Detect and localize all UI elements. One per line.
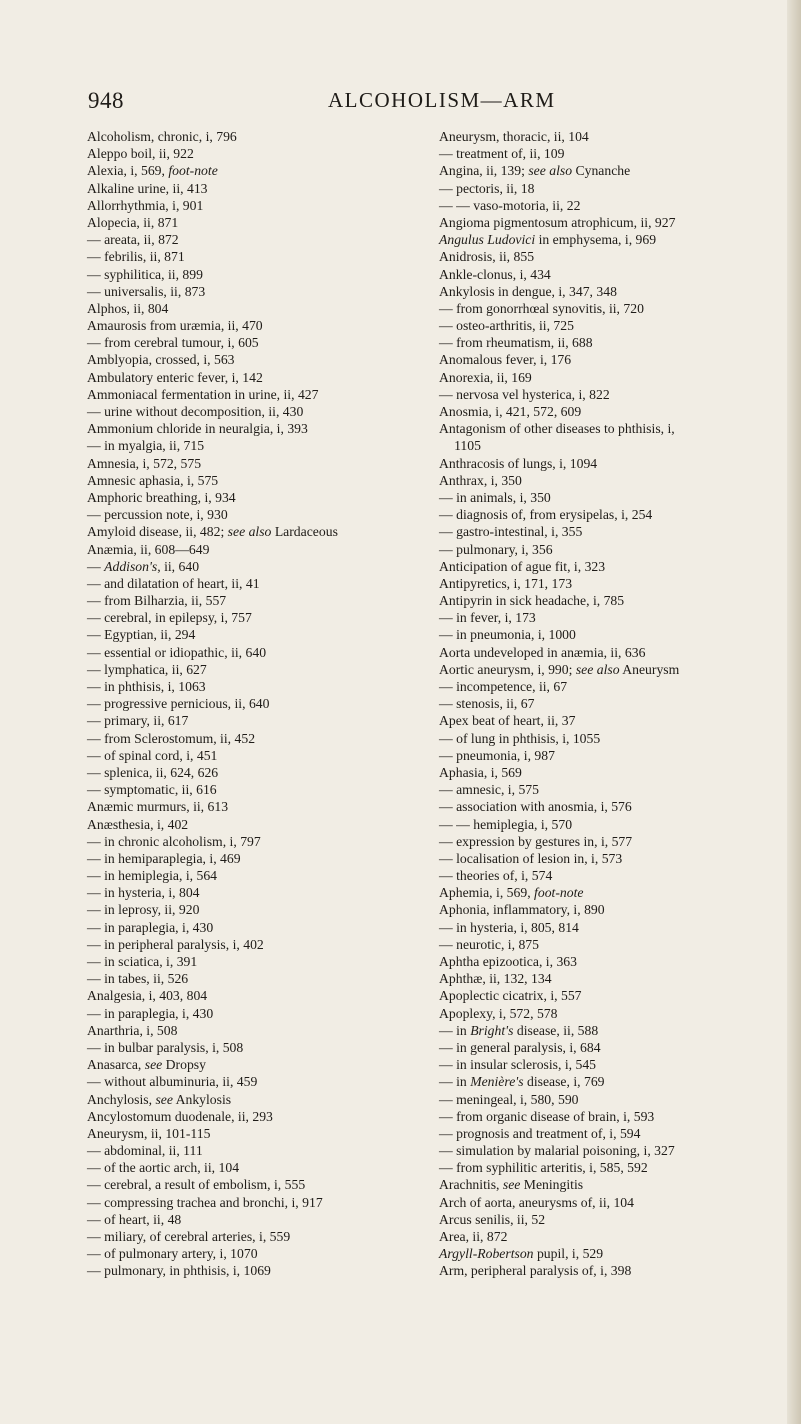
index-entry: — cerebral, a result of embolism, i, 555 <box>87 1177 306 1193</box>
index-entry: — in bulbar paralysis, i, 508 <box>87 1039 244 1055</box>
index-entry: Alkaline urine, ii, 413 <box>87 180 208 196</box>
index-entry: — symptomatic, ii, 616 <box>87 782 217 798</box>
index-entry: Anidrosis, ii, 855 <box>439 249 535 265</box>
index-entry: — from rheumatism, ii, 688 <box>439 335 593 351</box>
index-entry: Alcoholism, chronic, i, 796 <box>87 129 237 144</box>
index-entry: — in paraplegia, i, 430 <box>87 1005 214 1021</box>
index-entry: — from cerebral tumour, i, 605 <box>87 335 259 351</box>
index-entry: Argyll-Robertson pupil, i, 529 <box>439 1246 604 1262</box>
index-entry: Angulus Ludovici in emphysema, i, 969 <box>439 232 657 248</box>
index-entry: — syphilitica, ii, 899 <box>87 266 203 282</box>
index-entry: — in general paralysis, i, 684 <box>439 1039 601 1055</box>
index-entry: Amaurosis from uræmia, ii, 470 <box>87 318 263 334</box>
index-entry: — in sciatica, i, 391 <box>87 954 198 969</box>
index-entry: — stenosis, ii, 67 <box>439 696 535 712</box>
index-entry: Arcus senilis, ii, 52 <box>439 1211 546 1227</box>
index-entry: — without albuminuria, ii, 459 <box>87 1074 258 1090</box>
index-entry: Alopecia, ii, 871 <box>87 214 179 230</box>
index-entry: — gastro-intestinal, i, 355 <box>439 524 583 540</box>
page-number: 948 <box>88 88 124 113</box>
index-entry: Amblyopia, crossed, i, 563 <box>87 352 235 368</box>
index-entry: — in phthisis, i, 1063 <box>87 679 206 694</box>
index-entry: — in paraplegia, i, 430 <box>87 919 214 935</box>
index-entry: Analgesia, i, 403, 804 <box>87 988 208 1004</box>
index-entry: — in Menière's disease, i, 769 <box>439 1074 605 1090</box>
index-entry: — in hysteria, i, 805, 814 <box>439 919 579 935</box>
index-entry: Aphasia, i, 569 <box>439 764 522 780</box>
index-entry: Anarthria, i, 508 <box>87 1022 178 1038</box>
index-entry: Antipyretics, i, 171, 173 <box>439 575 573 591</box>
index-entry: Ammonium chloride in neuralgia, i, 393 <box>87 421 308 437</box>
index-entry: Amnesic aphasia, i, 575 <box>87 472 219 488</box>
index-entry: Antipyrin in sick headache, i, 785 <box>439 593 625 609</box>
index-entry: — and dilatation of heart, ii, 41 <box>87 575 260 591</box>
index-entry: — areata, ii, 872 <box>87 232 179 248</box>
page-header <box>88 88 778 118</box>
index-entry: Aphthæ, ii, 132, 134 <box>439 971 552 987</box>
index-entry: Apoplectic cicatrix, i, 557 <box>439 988 582 1004</box>
index-entry: Anthracosis of lungs, i, 1094 <box>439 455 598 471</box>
index-entry: Anchylosis, see Ankylosis <box>87 1091 232 1107</box>
index-entry: Anomalous fever, i, 176 <box>439 352 572 368</box>
index-entry: — in myalgia, ii, 715 <box>87 438 205 454</box>
index-entry: — diagnosis of, from erysipelas, i, 254 <box>439 507 653 523</box>
index-entry: Apex beat of heart, ii, 37 <box>439 713 576 729</box>
index-entry: — amnesic, i, 575 <box>439 782 539 798</box>
index-entry: — in hemiplegia, i, 564 <box>87 868 218 884</box>
index-entry: Antagonism of other diseases to phthisis, i, <box>439 421 675 437</box>
index-entry: Apoplexy, i, 572, 578 <box>439 1005 558 1021</box>
index-entry: Alphos, ii, 804 <box>87 300 169 316</box>
index-entry: — from Sclerostomum, ii, 452 <box>87 730 256 746</box>
running-head: ALCOHOLISM—ARM <box>328 88 556 112</box>
index-entry: Ammoniacal fermentation in urine, ii, 427 <box>87 386 319 402</box>
index-entry: Ambulatory enteric fever, i, 142 <box>87 369 263 385</box>
index-entry: Angioma pigmentosum atrophicum, ii, 927 <box>439 214 676 230</box>
index-entry: — from gonorrhœal synovitis, ii, 720 <box>439 300 644 316</box>
index-entry: Allorrhythmia, i, 901 <box>87 197 204 213</box>
index-entry: — osteo-arthritis, ii, 725 <box>439 318 574 334</box>
index-entry: Aphemia, i, 569, foot-note <box>439 885 584 901</box>
index-entry: — localisation of lesion in, i, 573 <box>439 850 623 866</box>
index-entry: — primary, ii, 617 <box>87 713 189 729</box>
index-entry: — of lung in phthisis, i, 1055 <box>439 730 601 746</box>
index-entry: — of pulmonary artery, i, 1070 <box>87 1246 258 1262</box>
index-entry: Alexia, i, 569, foot-note <box>87 163 218 179</box>
index-entry: — pectoris, ii, 18 <box>439 180 535 196</box>
index-entry: Arm, peripheral paralysis of, i, 398 <box>439 1263 632 1279</box>
index-entry: Aorta undeveloped in anæmia, ii, 636 <box>439 644 646 660</box>
index-entry: — in insular sclerosis, i, 545 <box>439 1057 597 1073</box>
index-entry: — of spinal cord, i, 451 <box>87 747 218 763</box>
index-entry: — from organic disease of brain, i, 593 <box>439 1108 655 1124</box>
index-entry: Aneurysm, thoracic, ii, 104 <box>439 129 589 144</box>
index-entry: — miliary, of cerebral arteries, i, 559 <box>87 1229 291 1244</box>
index-entry: Aneurysm, ii, 101-115 <box>87 1125 211 1141</box>
index-entry: Aortic aneurysm, i, 990; see also Aneurysm <box>439 661 680 677</box>
index-entry: — pulmonary, in phthisis, i, 1069 <box>87 1263 271 1279</box>
index-entry: — in pneumonia, i, 1000 <box>439 627 576 643</box>
index-entry: — universalis, ii, 873 <box>87 283 206 299</box>
index-entry: — in leprosy, ii, 920 <box>87 902 200 918</box>
index-entry: — of the aortic arch, ii, 104 <box>87 1160 240 1176</box>
index-entry: — in peripheral paralysis, i, 402 <box>87 936 264 952</box>
index-entry: — essential or idiopathic, ii, 640 <box>87 644 267 660</box>
index-entry: — in chronic alcoholism, i, 797 <box>87 833 261 849</box>
page-edge <box>787 0 801 1424</box>
index-entry: Amnesia, i, 572, 575 <box>87 455 202 471</box>
index-entry: — treatment of, ii, 109 <box>439 146 565 162</box>
index-entry: — percussion note, i, 930 <box>87 507 228 523</box>
index-entry: — simulation by malarial poisoning, i, 327 <box>439 1143 675 1159</box>
index-entry: — from Bilharzia, ii, 557 <box>87 593 227 609</box>
index-entry: — theories of, i, 574 <box>439 868 553 884</box>
index-entry: — pulmonary, i, 356 <box>439 541 553 557</box>
index-entry: — in Bright's disease, ii, 588 <box>439 1022 599 1038</box>
index-entry: — in fever, i, 173 <box>439 610 536 626</box>
index-entry: Ancylostomum duodenale, ii, 293 <box>87 1108 273 1124</box>
index-entry: — in animals, i, 350 <box>439 489 551 505</box>
index-entry: Ankylosis in dengue, i, 347, 348 <box>439 283 617 299</box>
index-entry: — compressing trachea and bronchi, i, 917 <box>87 1194 323 1210</box>
index-entry: Aphtha epizootica, i, 363 <box>439 954 577 969</box>
index-entry: — pneumonia, i, 987 <box>439 747 555 763</box>
index-entry: Anticipation of ague fit, i, 323 <box>439 558 606 574</box>
index-entry: Anosmia, i, 421, 572, 609 <box>439 404 582 419</box>
index-entry: — prognosis and treatment of, i, 594 <box>439 1125 641 1141</box>
index-entry: Anasarca, see Dropsy <box>87 1057 206 1073</box>
index-entry: — of heart, ii, 48 <box>87 1211 182 1227</box>
index-entry: Anæmic murmurs, ii, 613 <box>87 799 229 815</box>
index-column-left <box>87 128 437 1280</box>
index-entry: — expression by gestures in, i, 577 <box>439 833 633 849</box>
index-entry: — in hemiparaplegia, i, 469 <box>87 850 241 866</box>
index-entry: — incompetence, ii, 67 <box>439 679 568 694</box>
index-entry: — splenica, ii, 624, 626 <box>87 764 219 780</box>
index-entry: — in tabes, ii, 526 <box>87 971 189 987</box>
index-entry: — lymphatica, ii, 627 <box>87 661 207 677</box>
index-entry: Anæsthesia, i, 402 <box>87 816 189 832</box>
index-entry: — association with anosmia, i, 576 <box>439 799 632 815</box>
index-entry: Arachnitis, see Meningitis <box>439 1177 584 1193</box>
index-entry: — nervosa vel hysterica, i, 822 <box>439 386 610 402</box>
index-entry: — urine without decomposition, ii, 430 <box>87 404 304 419</box>
index-entry: Anorexia, ii, 169 <box>439 369 532 385</box>
index-entry: — Addison's, ii, 640 <box>87 558 200 574</box>
index-entry: — from syphilitic arteritis, i, 585, 592 <box>439 1160 648 1176</box>
index-entry: — cerebral, in epilepsy, i, 757 <box>87 610 252 626</box>
index-entry: Amyloid disease, ii, 482; see also Lardaceous <box>87 524 338 540</box>
index-entry: — febrilis, ii, 871 <box>87 249 185 265</box>
index-entry: — in hysteria, i, 804 <box>87 885 200 901</box>
index-entry: — neurotic, i, 875 <box>439 936 539 952</box>
index-entry: — — hemiplegia, i, 570 <box>439 816 573 832</box>
index-entry: Aphonia, inflammatory, i, 890 <box>439 902 605 918</box>
index-entry: — abdominal, ii, 111 <box>87 1143 203 1159</box>
index-entry: — progressive pernicious, ii, 640 <box>87 696 270 712</box>
index-entry: Angina, ii, 139; see also Cynanche <box>439 163 631 179</box>
index-entry: Anthrax, i, 350 <box>439 472 522 488</box>
index-entry: — meningeal, i, 580, 590 <box>439 1091 579 1107</box>
index-entry: Amphoric breathing, i, 934 <box>87 489 236 505</box>
index-entry: Anæmia, ii, 608—649 <box>87 541 210 557</box>
index-entry: Ankle-clonus, i, 434 <box>439 266 551 282</box>
index-entry: — — vaso-motoria, ii, 22 <box>439 197 581 213</box>
index-entry: Aleppo boil, ii, 922 <box>87 146 194 162</box>
index-entry: Arch of aorta, aneurysms of, ii, 104 <box>439 1194 634 1210</box>
index-entry: Area, ii, 872 <box>439 1229 508 1244</box>
index-entry: 1105 <box>454 438 481 454</box>
index-entry: — Egyptian, ii, 294 <box>87 627 196 643</box>
index-column-right <box>439 128 789 1280</box>
